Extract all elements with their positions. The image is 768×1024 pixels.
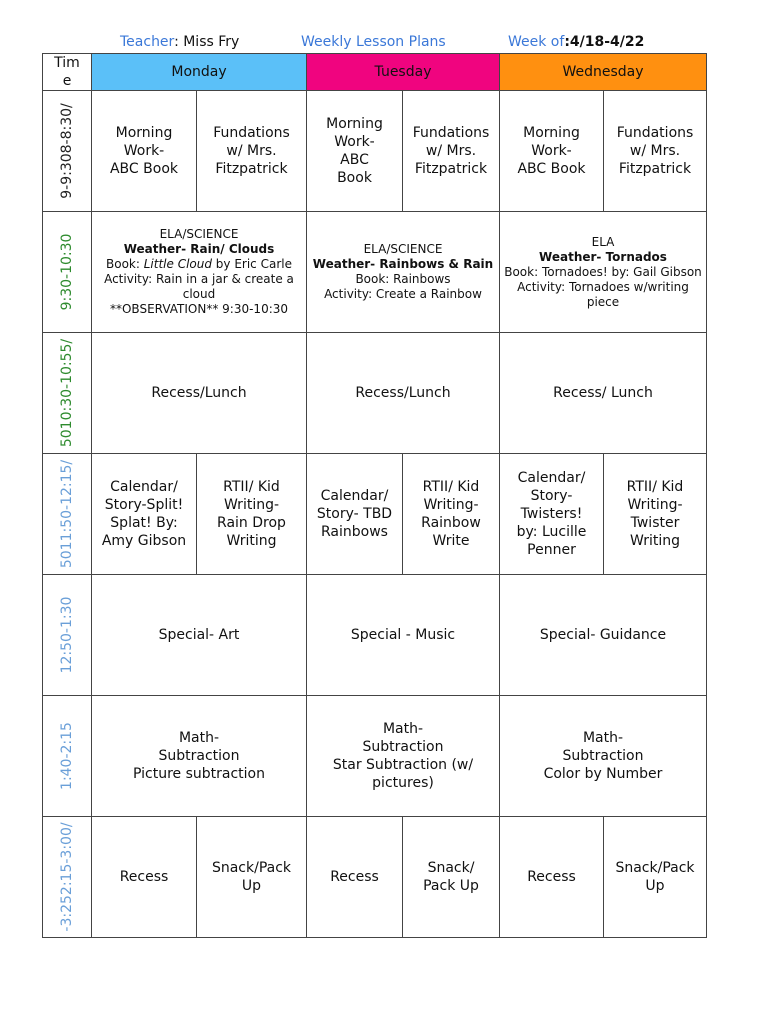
cell-line: w/ Mrs.	[629, 143, 681, 159]
cell-line: pictures)	[372, 775, 434, 791]
cell-line: Work-	[334, 134, 375, 150]
cell-line: Twister	[630, 515, 680, 531]
time-label: 9-9:308-8:30/	[59, 103, 75, 199]
cell-line: Color by Number	[543, 766, 663, 782]
cell-line: Subtraction	[158, 748, 240, 764]
special-cell: Special- Guidance	[500, 575, 707, 696]
cell-line: Snack/Pack	[211, 860, 292, 876]
ela-book: Book: Tornadoes! by: Gail Gibson	[504, 264, 702, 279]
cell-line: Fitzpatrick	[618, 161, 692, 177]
lesson-cell	[500, 454, 604, 575]
cell-line: Story-Split!	[104, 497, 184, 513]
cell-line: RTII/ Kid	[422, 479, 480, 495]
cell-line: Recess	[119, 869, 169, 885]
cell-line: Subtraction	[362, 739, 444, 755]
cell-line: Rain Drop	[217, 515, 286, 531]
time-header-line: Tim	[54, 55, 80, 71]
cell-line: Recess	[527, 869, 576, 885]
cell-line: Rainbows	[321, 524, 388, 540]
cell-line: by: Lucille	[516, 524, 587, 540]
cell-line: Rainbow	[421, 515, 481, 531]
time-slot	[43, 91, 92, 212]
teacher-label: Teacher	[120, 34, 175, 50]
cell-line: Writing-	[223, 497, 280, 513]
ela-activity: Activity: Tornadoes w/writing piece	[517, 279, 689, 309]
cell-line: Recess	[330, 869, 379, 885]
time-slot	[43, 817, 92, 938]
cell-line: Snack/Pack	[615, 860, 695, 876]
cell-line: Work-	[531, 143, 572, 159]
week-value: :4/18-4/22	[564, 34, 645, 50]
cell-line: Work-	[123, 143, 165, 159]
math-cell	[92, 696, 307, 817]
lesson-cell	[500, 817, 604, 938]
time-slot	[43, 696, 92, 817]
ela-cell-tuesday	[307, 212, 500, 333]
teacher-name: : Miss Fry	[174, 34, 240, 50]
lesson-cell	[307, 817, 403, 938]
schedule-row	[43, 817, 707, 938]
time-label: 12:50-1:30	[59, 596, 75, 674]
day-header-wednesday: Wednesday	[500, 54, 707, 91]
time-label: 1:40-2:15	[59, 722, 75, 790]
cell-line: Morning	[326, 116, 383, 132]
cell-line: Calendar/	[517, 470, 586, 486]
ela-activity: Activity: Create a Rainbow	[324, 287, 482, 301]
book-label: Book:	[106, 257, 144, 271]
schedule-row	[43, 575, 707, 696]
lesson-cell	[307, 91, 403, 212]
week-label: Week of	[508, 34, 565, 50]
lesson-cell	[307, 454, 403, 575]
cell-line: Fundations	[412, 125, 490, 141]
cell-line: Fundations	[213, 125, 290, 141]
cell-line: w/ Mrs.	[425, 143, 477, 159]
day-header-tuesday: Tuesday	[307, 54, 500, 91]
cell-line: Fundations	[616, 125, 694, 141]
cell-line: Star Subtraction (w/	[332, 757, 474, 773]
cell-line: Write	[432, 533, 470, 549]
ela-topic: Weather- Rainbows & Rain	[312, 257, 494, 271]
cell-line: Writing-	[627, 497, 683, 513]
header-row	[43, 54, 707, 91]
lesson-cell	[92, 91, 197, 212]
lesson-cell	[604, 817, 707, 938]
ela-activity: Activity: Rain in a jar & create a cloud	[104, 272, 294, 301]
book-author: by Eric Carle	[211, 257, 292, 271]
ela-book: Book: Rainbows	[355, 272, 451, 286]
ela-observation: **OBSERVATION** 9:30-10:30	[109, 302, 289, 316]
cell-line: Calendar/	[110, 479, 178, 495]
ela-cell-monday	[92, 212, 307, 333]
time-label: 5011:50-12:15/	[59, 459, 75, 569]
time-label: 9:30-10:30	[59, 233, 75, 311]
lesson-cell	[604, 91, 707, 212]
lesson-cell	[604, 454, 707, 575]
lesson-cell	[403, 817, 500, 938]
time-slot	[43, 454, 92, 575]
ela-book	[92, 257, 306, 272]
cell-line: w/ Mrs.	[226, 143, 277, 159]
cell-line: Writing	[226, 533, 277, 549]
time-column-header	[43, 54, 92, 91]
cell-line: Math-	[178, 730, 220, 746]
cell-line: Math-	[382, 721, 424, 737]
schedule-row	[43, 333, 707, 454]
cell-line: RTII/ Kid	[223, 479, 280, 495]
ela-topic: Weather- Rain/ Clouds	[123, 242, 275, 256]
schedule-row	[43, 454, 707, 575]
ela-topic: Weather- Tornados	[539, 249, 667, 264]
lesson-cell	[197, 91, 307, 212]
cell-line: Up	[241, 878, 262, 894]
cell-line: Fitzpatrick	[215, 161, 288, 177]
ela-subject: ELA	[591, 234, 615, 249]
lesson-cell	[92, 454, 197, 575]
cell-line: Fitzpatrick	[414, 161, 488, 177]
cell-line: Writing	[630, 533, 680, 549]
schedule-row	[43, 696, 707, 817]
cell-line: Morning	[523, 125, 580, 141]
ela-subject: ELA/SCIENCE	[363, 242, 443, 256]
page-header	[0, 34, 768, 52]
lunch-cell: Recess/Lunch	[307, 333, 500, 454]
time-label: 5010:30-10:55/	[59, 338, 75, 448]
lesson-cell	[500, 91, 604, 212]
cell-line: Story-	[530, 488, 573, 504]
cell-line: Calendar/	[320, 488, 389, 504]
lunch-cell: Recess/Lunch	[92, 333, 307, 454]
lunch-cell: Recess/ Lunch	[500, 333, 707, 454]
cell-line: RTII/ Kid	[626, 479, 684, 495]
ela-subject: ELA/SCIENCE	[159, 227, 239, 241]
lesson-cell	[403, 91, 500, 212]
cell-line: Subtraction	[562, 748, 644, 764]
schedule-row	[43, 212, 707, 333]
schedule-row	[43, 91, 707, 212]
page-title: Weekly Lesson Plans	[301, 34, 446, 50]
lesson-plan-table	[42, 53, 707, 938]
cell-line: Twisters!	[520, 506, 583, 522]
cell-line: Math-	[582, 730, 624, 746]
book-title: Little Cloud	[143, 257, 212, 271]
time-slot	[43, 212, 92, 333]
cell-line: Writing-	[423, 497, 479, 513]
cell-line: Splat! By:	[110, 515, 178, 531]
cell-line: Amy Gibson	[101, 533, 187, 549]
math-cell	[500, 696, 707, 817]
cell-line: Story- TBD	[316, 506, 393, 522]
math-cell	[307, 696, 500, 817]
cell-line: Penner	[527, 542, 576, 558]
lesson-cell	[197, 817, 307, 938]
cell-line: Pack Up	[423, 878, 479, 894]
lesson-cell	[197, 454, 307, 575]
time-label: -3:252:15-3:00/	[59, 822, 75, 932]
cell-line: ABC	[340, 152, 369, 168]
cell-line: ABC Book	[109, 161, 178, 177]
lesson-cell	[92, 817, 197, 938]
special-cell: Special- Art	[92, 575, 307, 696]
cell-line: Book	[337, 170, 372, 186]
ela-cell-wednesday	[500, 212, 707, 333]
cell-line: Up	[645, 878, 665, 894]
week-info	[508, 34, 644, 50]
cell-line: Snack/	[427, 860, 475, 876]
cell-line: ABC Book	[517, 161, 586, 177]
time-header-line: e	[62, 73, 72, 89]
time-slot	[43, 575, 92, 696]
cell-line: Picture subtraction	[133, 766, 265, 782]
cell-line: Morning	[115, 125, 173, 141]
special-cell: Special - Music	[307, 575, 500, 696]
time-slot	[43, 333, 92, 454]
lesson-cell	[403, 454, 500, 575]
teacher-info	[120, 34, 239, 50]
day-header-monday: Monday	[92, 54, 307, 91]
